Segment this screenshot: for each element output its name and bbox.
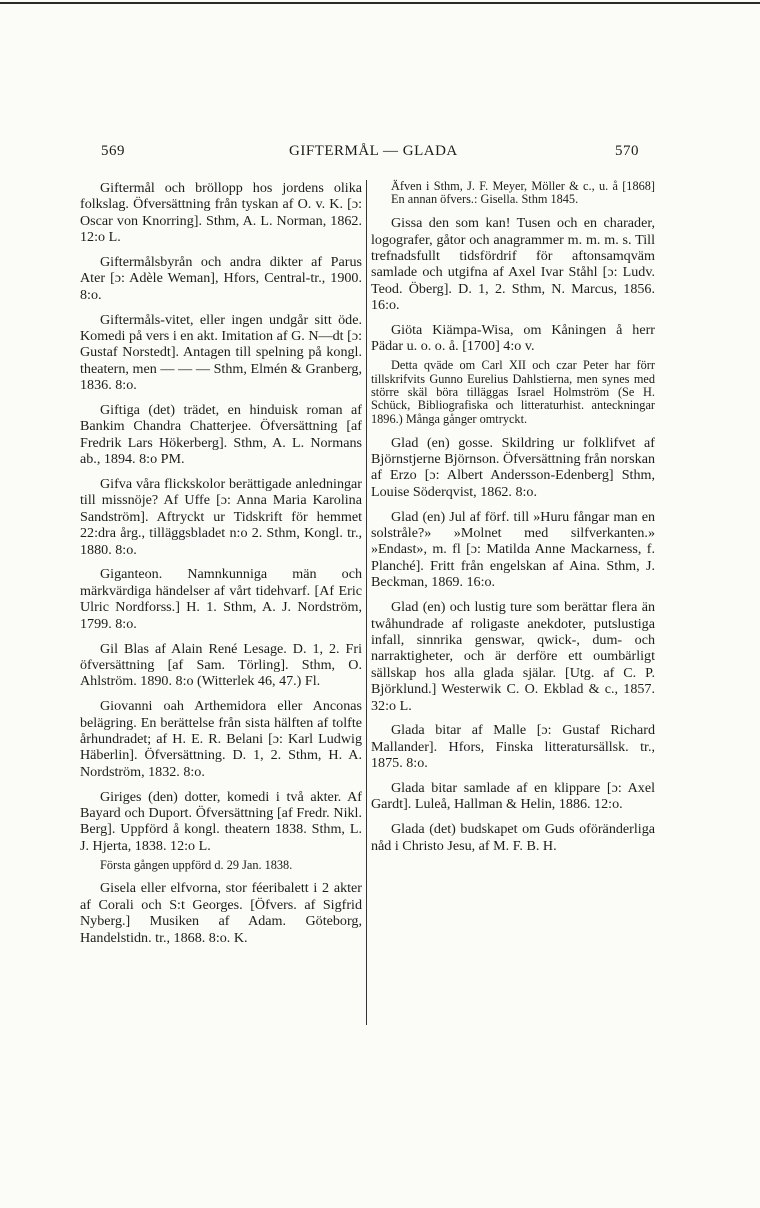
entry-giriges-dotter: Giriges (den) dotter, komedi i två akter. Af Bayard och Duport. Öfversättning [af Fredr. Nikl. Berg]. Uppförd å kongl. theatern 1838. Sthm, L. J. Hjerta, 1838. 12:o L. (80, 788, 362, 854)
entry-giftermalsbyran: Giftermålsbyrån och andra dikter af Parus Ater [ɔ: Adèle Weman], Hfors, Central-tr., 1900. 8:o. (80, 254, 362, 303)
left-page-number: 569 (101, 143, 125, 159)
entry-giganteon: Giganteon. Namnkunniga män och märkvärdiga händelser af vårt tidehvarf. [Af Eric Ulric Nordforss.] H. 1. Sthm, A. J. Nordström, 1799. 8:o. (80, 566, 362, 632)
entry-gisela: Gisela eller elfvorna, stor féeribalett i 2 akter af Corali och S:t Georges. [Öfvers. af Sigfrid Nyberg.] Musiken af Adam. Göteborg, Handelstidn. tr., 1868. 8:o. K. (80, 880, 362, 946)
top-rule (0, 2, 760, 4)
entry-giota-kiampa-wisa: Giöta Kiämpa-Wisa, om Kåningen å herr Pädar u. o. o. å. [1700] 4:o v. (371, 322, 655, 355)
entry-glada-budskapet: Glada (det) budskapet om Guds oföränderliga nåd i Christo Jesu, af M. F. B. H. (371, 821, 655, 854)
entry-gifva-vara-flickskolor: Gifva våra flickskolor berättigade anledningar till missnöje? Af Uffe [ɔ: Anna Maria Karolina Sandström]. Aftryckt ur Tidskrift för hemmet 22:dra årg., tilläggsbladet n:o 2. Sthm, Kongl. tr., 1880. 8:o. (80, 476, 362, 558)
entry-giftermals-vitet: Giftermåls-vitet, eller ingen undgår sitt öde. Komedi på vers i en akt. Imitation af G. N—dt [ɔ: Gustaf Norstedt]. Antagen till spelning på kongl. theatern, men — — — Sthm, Elmén & Granberg, 1836. 8:o. (80, 311, 362, 394)
left-column (80, 180, 362, 954)
column-divider (366, 180, 367, 1025)
entry-glada-bitar-klippare: Glada bitar samlade af en klippare [ɔ: Axel Gardt]. Luleå, Hallman & Helin, 1886. 12:o. (371, 779, 655, 813)
entry-glad-jul: Glad (en) Jul af förf. till »Huru fångar man en solstråle?» »Molnet med silfverkanten.» »Endast», m. fl [ɔ: Matilda Anne Mackarness, f. Planché]. Fritt från engelskan af Aina. Sthm, J. Beckman, 1869. 16:o. (371, 508, 655, 591)
entry-glad-och-lustig-ture: Glad (en) och lustig ture som berättar flera än twåhundrade af roligaste anekdoter, putslustiga infall, sinnrika genswar, qwick-, dum- och narraktigheter, och är derföre ett oumbärligt sällskap hos alla glada själar. [Utg. af C. P. Björklund.] Westerwik C. O. Ekblad & c., 1857. 32:o L. (371, 599, 655, 714)
right-page-number: 570 (615, 143, 639, 159)
note-forsta-gangen: Första gången uppförd d. 29 Jan. 1838. (100, 857, 293, 872)
running-title: GIFTERMÅL — GLADA (289, 143, 458, 159)
entry-glad-gosse: Glad (en) gosse. Skildring ur folklifvet af Björnstjerne Björnson. Öfversättning från norskan af Erzo [ɔ: Albert Andersson-Edenberg] Sthm, Louise Söderqvist, 1862. 8:o. (371, 434, 655, 500)
entry-giftermal-och-brollopp: Giftermål och bröllopp hos jordens olika folkslag. Öfversättning från tyskan af O. v. K. [ɔ: Oscar von Knorring]. Sthm, A. L. Norman, 1862. 12:o L. (80, 180, 362, 246)
entry-gissa-den-som-kan: Gissa den som kan! Tusen och en charader, logografer, gåtor och anagrammer m. m. m. s. Till trefnadsfullt tidsfördrif för aftonsamqväm samlade och utgifna af Axel Ivar Ståhl [ɔ: Ludv. Teod. Öberg]. D. 1, 2. Sthm, N. Marcus, 1856. 16:o. (371, 215, 655, 314)
entry-gil-blas: Gil Blas af Alain René Lesage. D. 1, 2. Fri öfversättning [af Sam. Törling]. Sthm, O. Ahlström. 1890. 8:o (Witterlek 46, 47.) Fl. (80, 640, 362, 690)
entry-giftiga-tradet: Giftiga (det) trädet, en hinduisk roman af Bankim Chandra Chatterjee. Öfversättning [af Fredrik Lars Hökerberg]. Sthm, A. L. Normans ab., 1894. 8:o PM. (80, 402, 362, 468)
entry-glada-bitar-malle: Glada bitar af Malle [ɔ: Gustaf Richard Mallander]. Hfors, Finska litteratursällsk. tr., 1875. 8:o. (371, 722, 655, 772)
right-column (371, 180, 655, 862)
page-header (0, 143, 760, 163)
entry-giovanni: Giovanni oah Arthemidora eller Anconas belägring. En berättelse från sista hälften af tolfte århundradet; af H. E. R. Belani [ɔ: Karl Ludwig Häberlin]. Öfversättning. D. 1, 2. Sthm, H. A. Nordström, 1832. 8:o. (80, 698, 362, 780)
note-afven-i-sthm: Äfven i Sthm, J. F. Meyer, Möller & c., u. å [1868] En annan öfvers.: Gisella. Sthm 1845. (391, 179, 655, 207)
note-detta-qvade: Detta qväde om Carl XII och czar Peter har förr tillskrifvits Gunno Eurelius Dahlstierna, men synes med större skäl böra tilläggas Israel Holmström (Se H. Schück, Bibliografiska och litteraturhist. anteckningar 1896.) Många gånger omtryckt. (371, 358, 655, 426)
